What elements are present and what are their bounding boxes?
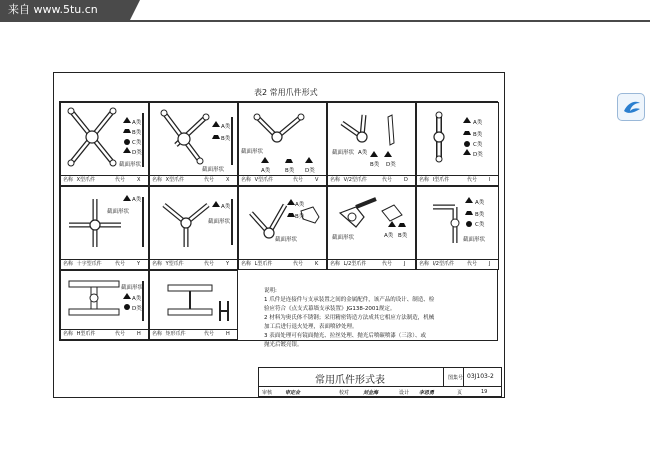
caption-code-label: 代号: [115, 261, 126, 267]
cell-2-label-section: 截面形状: [202, 167, 225, 173]
caption-name-label: 名称: [330, 177, 341, 183]
title-block: [258, 367, 502, 397]
cell-10-name: I/2型爪件: [432, 261, 454, 267]
caption-name-label: 名称: [63, 261, 74, 267]
cell-3-label-a: A类: [261, 168, 271, 174]
cell-5-label-c: C类: [473, 142, 483, 148]
cell-6-code: Y: [137, 261, 141, 267]
cell-2-label-b: B类: [221, 136, 231, 142]
cell-8-name: L型爪件: [254, 261, 273, 267]
caption-name-label: 名称: [241, 177, 252, 183]
caption-name-label: 名称: [241, 261, 252, 267]
title-block-divider: [443, 368, 444, 387]
cell-11-label-d: D类: [132, 306, 142, 312]
cell-8-code: K: [315, 261, 319, 267]
caption-code-label: 代号: [204, 331, 215, 337]
cell-11-label-a: A类: [132, 296, 142, 302]
cell-9-label-a: A类: [384, 233, 394, 239]
caption-code-label: 代号: [204, 261, 215, 267]
caption-code-label: 代号: [204, 177, 215, 183]
claw-cell-6: [60, 186, 149, 270]
caption-name-label: 名称: [63, 177, 74, 183]
cell-3-label-section: 截面形状: [241, 149, 264, 155]
cell-4-name: V/2型爪件: [343, 177, 367, 183]
design-label: 设计: [399, 390, 410, 396]
table-title: 表2 常用爪件形式: [254, 88, 318, 97]
check-signature: 刘金海: [363, 390, 379, 396]
cell-5-label-d: D类: [473, 152, 483, 158]
page-label: 页: [457, 390, 463, 396]
cell-1-caption: [61, 175, 148, 185]
cell-1-name: X型爪件: [76, 177, 96, 183]
cell-1-label-a: A类: [132, 120, 142, 126]
cell-3-code: V: [315, 177, 319, 183]
caption-code-label: 代号: [467, 261, 478, 267]
bird-logo-icon[interactable]: [617, 93, 645, 121]
cell-1-label-b: B类: [132, 130, 142, 136]
cell-12-code: H: [226, 331, 230, 337]
claw-cell-5: [416, 102, 499, 186]
cell-3-label-d: D类: [305, 168, 315, 174]
cell-2-name: X型爪件: [165, 177, 185, 183]
cell-2-label-a: A类: [221, 124, 231, 130]
cell-5-label-a: A类: [473, 120, 483, 126]
caption-name-label: 名称: [152, 177, 163, 183]
cell-9-caption: [328, 259, 415, 269]
notes-block: [264, 287, 496, 350]
cell-2-code: X: [226, 177, 230, 183]
claw-cell-3: [238, 102, 327, 186]
cell-4-caption: [328, 175, 415, 185]
cell-8-label-b: B类: [295, 214, 305, 220]
caption-name-label: 名称: [419, 177, 430, 183]
cell-1-label-c: C类: [132, 140, 142, 146]
claw-cell-2: [149, 102, 238, 186]
notes-heading: 说明:: [264, 288, 277, 294]
cell-4-label-d: D类: [386, 162, 396, 168]
caption-name-label: 名称: [152, 331, 163, 337]
cell-12-caption: [150, 329, 237, 339]
notes-line-2: 验应符合《点支式幕墙支承装置》JG138-2001规定。: [264, 306, 396, 312]
claw-cell-4: [327, 102, 416, 186]
cell-3-name: V型爪件: [254, 177, 274, 183]
cell-4-label-a: A类: [358, 150, 368, 156]
caption-name-label: 名称: [419, 261, 430, 267]
cell-7-label-section: 截面形状: [208, 219, 231, 225]
review-signature: 审定会: [285, 390, 301, 396]
drawing-title: 常用爪件形式表: [315, 375, 385, 386]
cell-6-label-section: 截面形状: [107, 209, 130, 215]
source-tab[interactable]: 来自 www.5tu.cn: [0, 0, 130, 20]
caption-code-label: 代号: [115, 177, 126, 183]
cell-6-label-a: A类: [132, 197, 142, 203]
cell-11-name: H型爪件: [76, 331, 96, 337]
caption-code-label: 代号: [293, 177, 304, 183]
claw-cell-7: [149, 186, 238, 270]
cell-9-label-section: 截面形状: [332, 235, 355, 241]
cell-11-caption: [61, 329, 148, 339]
caption-code-label: 代号: [293, 261, 304, 267]
cell-8-label-section: 截面形状: [275, 237, 298, 243]
caption-name-label: 名称: [330, 261, 341, 267]
cell-1-label-section: 截面形状: [119, 162, 142, 168]
title-block-row-2: [259, 387, 501, 397]
review-label: 审核: [262, 390, 273, 396]
claw-cell-12: [149, 270, 238, 340]
cell-6-caption: [61, 259, 148, 269]
claw-cell-10: [416, 186, 499, 270]
check-label: 校对: [339, 390, 350, 396]
cell-7-code: Y: [226, 261, 230, 267]
cell-4-label-section: 截面形状: [332, 150, 355, 156]
drawing-sheet: [53, 72, 505, 398]
cell-7-name: Y型爪件: [165, 261, 184, 267]
claw-cell-9: [327, 186, 416, 270]
cell-10-label-b: B类: [475, 212, 485, 218]
caption-code-label: 代号: [382, 261, 393, 267]
figure-number: 03J103-2: [467, 373, 494, 380]
cell-1-label-d: D类: [132, 150, 142, 156]
cell-10-code: J: [489, 261, 491, 267]
cell-10-caption: [417, 259, 498, 269]
cell-8-caption: [239, 259, 326, 269]
notes-line-5: 3 表面处理可有镜面抛光、拉丝处理、抛光后喷碳喷漆（三涂）、或: [264, 333, 426, 339]
cell-11-code: H: [137, 331, 141, 337]
cell-5-label-b: B类: [473, 132, 483, 138]
title-block-row-1: [259, 368, 501, 387]
claw-cell-11: [60, 270, 149, 340]
caption-code-label: 代号: [115, 331, 126, 337]
caption-name-label: 名称: [152, 261, 163, 267]
caption-name-label: 名称: [63, 331, 74, 337]
cell-10-label-a: A类: [475, 200, 485, 206]
cell-5-name: I型爪件: [432, 177, 450, 183]
cell-7-caption: [150, 259, 237, 269]
cell-4-code: D: [404, 177, 408, 183]
claw-cell-1: [60, 102, 149, 186]
cell-9-code: J: [404, 261, 406, 267]
cell-6-name: 十字型爪件: [76, 261, 102, 267]
page-number: 19: [481, 389, 488, 395]
caption-code-label: 代号: [467, 177, 478, 183]
title-block-divider: [463, 368, 464, 387]
cell-10-label-c: C类: [475, 222, 485, 228]
top-divider: [0, 20, 650, 22]
notes-line-4: 加工后进行退火处理，表面喷砂处理。: [264, 324, 358, 330]
cell-11-label-section: 截面形状: [121, 285, 144, 291]
design-signature: 李思勇: [419, 390, 435, 396]
figure-number-label: 图集号: [448, 375, 464, 381]
cell-5-code: I: [489, 177, 491, 183]
cell-4-label-b: B类: [370, 162, 380, 168]
cell-9-name: L/2型爪件: [343, 261, 367, 267]
cell-8-label-a: A类: [295, 202, 305, 208]
cell-7-label-a: A类: [221, 204, 231, 210]
cell-3-label-b: B类: [285, 168, 295, 174]
notes-line-6: 抛光后镀亮银。: [264, 342, 303, 348]
notes-line-1: 1 爪件是连接件与支承装置之间的金属配件，该产品的设计、制造、检: [264, 297, 435, 303]
cell-12-name: 矩形爪件: [165, 331, 186, 337]
caption-code-label: 代号: [382, 177, 393, 183]
cell-3-caption: [239, 175, 326, 185]
claw-cell-8: [238, 186, 327, 270]
cell-5-caption: [417, 175, 498, 185]
cell-1-code: X: [137, 177, 141, 183]
cell-9-label-b: B类: [398, 233, 408, 239]
cell-10-label-section: 截面形状: [463, 237, 486, 243]
notes-line-3: 2 材料为奥氏体不锈钢；采用精密铸造方法成其它相应方法制造，机械: [264, 315, 435, 321]
cell-2-caption: [150, 175, 237, 185]
